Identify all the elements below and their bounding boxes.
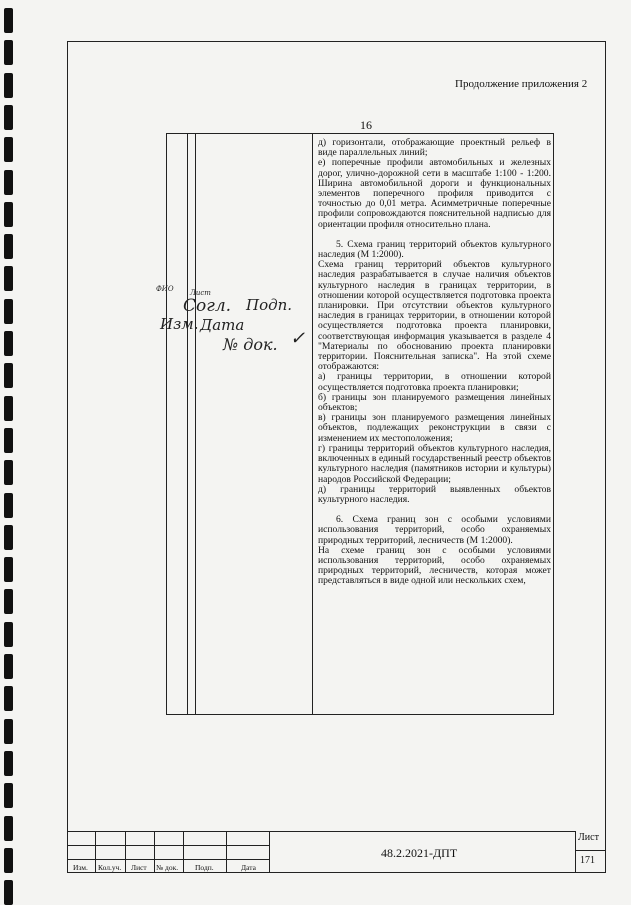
binding-hole: [4, 848, 13, 873]
binding-hole: [4, 880, 13, 905]
stamp-line: [67, 831, 575, 832]
stamp-line: [95, 831, 96, 873]
body-paragraph: в) границы зон планируемого размещения линейных объектов, подлежащих реконструкции в связи с изменением их местоположения;: [318, 412, 551, 444]
sheet-label: Лист: [578, 832, 599, 843]
table-column-line: [187, 134, 188, 714]
table-column-line: [195, 134, 196, 714]
binding-hole: [4, 460, 13, 485]
body-paragraph: д) горизонтали, отображающие проектный рельеф в виде параллельных линий;: [318, 137, 551, 159]
body-paragraph: 5. Схема границ территорий объектов культурного наследия (М 1:2000).: [318, 238, 551, 261]
binding-hole: [4, 40, 13, 65]
binding-hole: [4, 73, 13, 98]
binding-hole: [4, 234, 13, 259]
content-table: [166, 133, 554, 715]
binding-hole: [4, 589, 13, 614]
page-number: 16: [360, 118, 372, 132]
stamp-line: [575, 850, 606, 851]
body-paragraph: е) поперечные профили автомобильных и железных дорог, улично-дорожной сети в масштабе 1:100 - 1:200. Ширина автомобильной дороги и функциональных элементов поперечного профиля приводится с точностью до 0,01 метра. Асимметричные поперечные профили сопровождаются пояснительной надписью для ориентации профиля относительно плана.: [318, 157, 551, 230]
body-paragraph: б) границы зон планируемого размещения линейных объектов;: [318, 391, 551, 414]
document-code: 48.2.2021-ДПТ: [381, 846, 458, 860]
binding-hole: [4, 428, 13, 453]
body-paragraph: а) границы территории, в отношении которой осуществляется подготовка проекта планировки;: [318, 371, 551, 393]
stamp-line: [154, 831, 155, 873]
binding-hole: [4, 170, 13, 195]
body-paragraph: г) границы территорий объектов культурного наследия, включенных в единый государственный реестр объектов культурного наследия (памятников истории и культуры) народов Российской Федерации;: [318, 442, 551, 485]
stamp-column-label: Дата: [241, 863, 256, 872]
binding-hole: [4, 266, 13, 291]
signature-mark: Изм.: [160, 315, 199, 333]
binding-hole: [4, 299, 13, 324]
binding-hole: [4, 654, 13, 679]
signature-mark: № док.: [223, 335, 278, 354]
binding-hole: [4, 202, 13, 227]
binding-hole: [4, 493, 13, 518]
binding-hole: [4, 396, 13, 421]
signature-label: Лист: [190, 289, 211, 297]
binding-hole: [4, 525, 13, 550]
table-column-line: [312, 134, 313, 714]
body-paragraph: На схеме границ зон с особыми условиями использования территорий, особо охраняемых природных территорий, лесничеств, которая может представляться в виде одной или нескольких схем,: [318, 544, 551, 587]
signature-mark: ✓: [290, 328, 306, 349]
signature-mark: Согл.: [183, 296, 232, 316]
body-paragraph: Схема границ территорий объектов культурного наследия разрабатывается в случае наличия объектов культурного наследия в границах территории, в отношении которой осуществляется подготовка проекта планировки. При отсутствии объектов культурного наследия в границах территории, в отношении которой осуществляется подготовка проекта планировки, соответствующая информация указывается в разделе 4 "Материалы по обоснованию проекта планировки территории. Пояснительная записка". На этой схеме отображаются:: [318, 259, 551, 373]
stamp-line: [226, 831, 227, 873]
stamp-column-label: № док.: [156, 863, 179, 872]
stamp-line: [269, 831, 270, 873]
stamp-line: [125, 831, 126, 873]
stamp-column-label: Подп.: [195, 863, 214, 872]
title-block-stamp: [67, 831, 606, 873]
binding-hole: [4, 686, 13, 711]
body-paragraph: 6. Схема границ зон с особыми условиями использования территорий, особо охраняемых природных территорий, лесничеств (М 1:2000).: [318, 514, 551, 546]
body-paragraph: д) границы территорий выявленных объектов культурного наследия.: [318, 483, 551, 505]
stamp-line: [183, 831, 184, 873]
approval-signatures: [128, 280, 308, 370]
stamp-column-label: Лист: [131, 863, 147, 872]
sheet-number: 171: [580, 855, 595, 866]
binding-hole: [4, 719, 13, 744]
binding-hole: [4, 816, 13, 841]
binding-hole: [4, 622, 13, 647]
stamp-line: [67, 859, 269, 860]
signature-mark: Дата: [200, 316, 245, 334]
binding-hole: [4, 331, 13, 356]
stamp-line: [575, 831, 576, 873]
binding-holes: [4, 0, 16, 905]
binding-hole: [4, 783, 13, 808]
binding-hole: [4, 105, 13, 130]
binding-hole: [4, 363, 13, 388]
binding-hole: [4, 751, 13, 776]
signature-label: ФИО: [156, 285, 174, 293]
document-body-text: [318, 138, 551, 587]
binding-hole: [4, 8, 13, 33]
binding-hole: [4, 557, 13, 582]
stamp-line: [67, 845, 269, 846]
binding-hole: [4, 137, 13, 162]
stamp-column-label: Кол.уч.: [98, 863, 122, 872]
signature-mark: Подп.: [246, 296, 293, 314]
stamp-column-label: Изм.: [73, 863, 88, 872]
appendix-continuation-note: Продолжение приложения 2: [455, 78, 588, 90]
